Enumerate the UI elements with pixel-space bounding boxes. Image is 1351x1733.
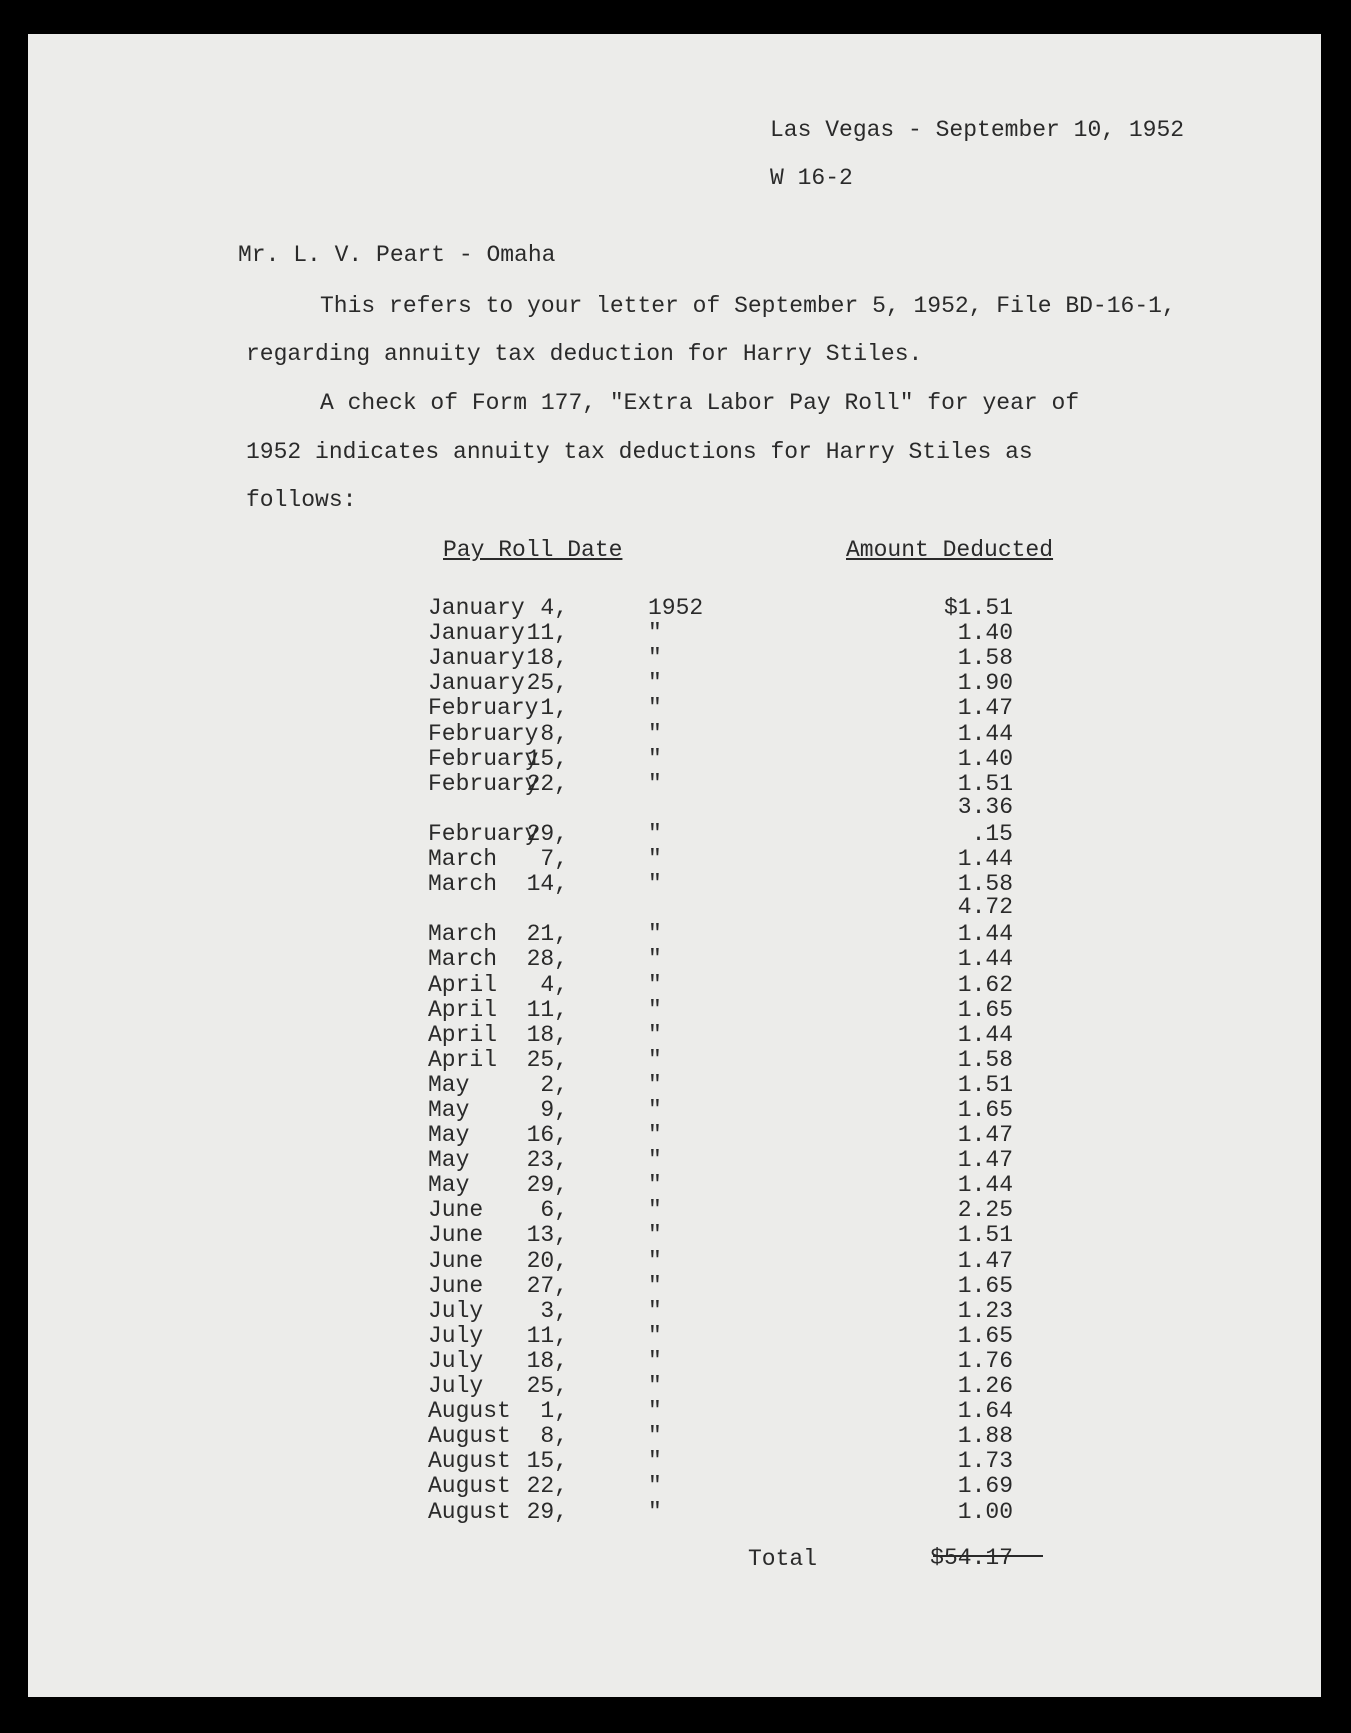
row-day: 18, (526, 645, 568, 671)
row-year: " (648, 997, 662, 1023)
row-month: August (428, 1499, 511, 1525)
row-amount: 1.47 (957, 695, 1013, 721)
row-amount: 1.65 (957, 1323, 1013, 1349)
row-amount: 1.00 (957, 1499, 1013, 1525)
row-year: " (648, 1373, 662, 1399)
row-amount: 1.44 (957, 1022, 1013, 1048)
row-day: 15, (526, 1448, 568, 1474)
paragraph-1-line-1: This refers to your letter of September 5, 1952, File BD-16-1, (320, 293, 1176, 319)
row-month: March (428, 921, 498, 947)
row-day: 4, (540, 595, 568, 621)
handwritten-subtotal: 4.72 (957, 894, 1013, 920)
row-amount: 1.44 (957, 946, 1013, 972)
row-year: " (648, 1298, 662, 1324)
row-amount: 1.69 (957, 1473, 1013, 1499)
row-year: " (648, 670, 662, 696)
row-month: May (428, 1122, 470, 1148)
row-day: 21, (526, 921, 568, 947)
row-month: April (428, 1047, 498, 1073)
row-amount: 1.90 (957, 670, 1013, 696)
file-reference: W 16-2 (770, 165, 853, 191)
row-amount: 1.51 (957, 771, 1013, 797)
row-year: 1952 (648, 595, 704, 621)
row-month: February (428, 746, 539, 772)
row-day: 25, (526, 1047, 568, 1073)
row-amount: 1.64 (957, 1398, 1013, 1424)
row-month: February (428, 771, 539, 797)
row-day: 18, (526, 1022, 568, 1048)
row-year: " (648, 1222, 662, 1248)
row-amount: 1.58 (957, 1047, 1013, 1073)
row-month: March (428, 946, 498, 972)
row-year: " (648, 1197, 662, 1223)
row-amount: 1.23 (957, 1298, 1013, 1324)
row-day: 25, (526, 1373, 568, 1399)
pay-roll-date-header: Pay Roll Date (443, 537, 623, 563)
row-day: 6, (540, 1197, 568, 1223)
row-month: August (428, 1423, 511, 1449)
row-month: June (428, 1197, 484, 1223)
row-year: " (648, 871, 662, 897)
row-amount: 1.40 (957, 746, 1013, 772)
row-year: " (648, 1473, 662, 1499)
row-amount: 1.88 (957, 1423, 1013, 1449)
row-month: August (428, 1473, 511, 1499)
row-amount: 1.44 (957, 1172, 1013, 1198)
row-day: 8, (540, 1423, 568, 1449)
row-amount: $1.51 (943, 595, 1013, 621)
row-year: " (648, 695, 662, 721)
row-year: " (648, 1423, 662, 1449)
row-amount: 1.51 (957, 1072, 1013, 1098)
amount-deducted-header: Amount Deducted (846, 537, 1054, 563)
row-day: 11, (526, 997, 568, 1023)
row-day: 14, (526, 871, 568, 897)
row-day: 27, (526, 1273, 568, 1299)
row-month: April (428, 1022, 498, 1048)
row-year: " (648, 1022, 662, 1048)
row-month: January (428, 620, 525, 646)
row-amount: 1.44 (957, 721, 1013, 747)
row-day: 29, (526, 1172, 568, 1198)
row-day: 13, (526, 1222, 568, 1248)
row-day: 4, (540, 972, 568, 998)
row-year: " (648, 1323, 662, 1349)
row-month: January (428, 645, 525, 671)
row-year: " (648, 771, 662, 797)
row-month: January (428, 670, 525, 696)
row-year: " (648, 1448, 662, 1474)
row-day: 3, (540, 1298, 568, 1324)
row-month: February (428, 695, 539, 721)
row-amount: 1.40 (957, 620, 1013, 646)
row-year: " (648, 1122, 662, 1148)
row-amount: 1.26 (957, 1373, 1013, 1399)
row-amount: 1.51 (957, 1222, 1013, 1248)
row-day: 8, (540, 721, 568, 747)
row-day: 11, (526, 1323, 568, 1349)
row-year: " (648, 1147, 662, 1173)
row-day: 18, (526, 1348, 568, 1374)
paragraph-1-line-2: regarding annuity tax deduction for Harry Stiles. (246, 341, 923, 367)
row-day: 15, (526, 746, 568, 772)
row-year: " (648, 821, 662, 847)
row-month: March (428, 846, 498, 872)
row-day: 25, (526, 670, 568, 696)
row-month: July (428, 1323, 484, 1349)
row-amount: 1.47 (957, 1248, 1013, 1274)
row-amount: 1.65 (957, 1097, 1013, 1123)
row-month: May (428, 1147, 470, 1173)
row-month: April (428, 997, 498, 1023)
row-month: June (428, 1222, 484, 1248)
row-amount: 1.58 (957, 871, 1013, 897)
row-year: " (648, 1047, 662, 1073)
row-year: " (648, 1348, 662, 1374)
total-label: Total (748, 1546, 818, 1572)
row-year: " (648, 1172, 662, 1198)
row-day: 29, (526, 821, 568, 847)
row-month: May (428, 1072, 470, 1098)
row-year: " (648, 1499, 662, 1525)
row-year: " (648, 946, 662, 972)
row-amount: 1.62 (957, 972, 1013, 998)
row-amount: 2.25 (957, 1197, 1013, 1223)
row-day: 1, (540, 1398, 568, 1424)
row-month: August (428, 1398, 511, 1424)
row-amount: 1.44 (957, 846, 1013, 872)
paragraph-2-line-3: follows: (246, 487, 357, 513)
row-day: 7, (540, 846, 568, 872)
row-month: June (428, 1273, 484, 1299)
paragraph-2-line-2: 1952 indicates annuity tax deductions for Harry Stiles as (246, 439, 1033, 465)
row-month: July (428, 1373, 484, 1399)
row-amount: .15 (971, 821, 1013, 847)
row-amount: 1.65 (957, 1273, 1013, 1299)
row-year: " (648, 1273, 662, 1299)
row-amount: 1.73 (957, 1448, 1013, 1474)
row-year: " (648, 1398, 662, 1424)
row-month: February (428, 821, 539, 847)
place-date-line: Las Vegas - September 10, 1952 (770, 117, 1185, 143)
row-year: " (648, 645, 662, 671)
row-month: March (428, 871, 498, 897)
row-year: " (648, 846, 662, 872)
paragraph-2-line-1: A check of Form 177, "Extra Labor Pay Roll" for year of (320, 390, 1080, 416)
letter-page (28, 34, 1321, 1697)
row-amount: 1.58 (957, 645, 1013, 671)
row-amount: 1.44 (957, 921, 1013, 947)
row-month: February (428, 721, 539, 747)
row-year: " (648, 972, 662, 998)
row-day: 2, (540, 1072, 568, 1098)
row-year: " (648, 721, 662, 747)
addressee-line: Mr. L. V. Peart - Omaha (238, 242, 556, 268)
row-month: April (428, 972, 498, 998)
row-year: " (648, 1097, 662, 1123)
row-year: " (648, 1248, 662, 1274)
row-month: August (428, 1448, 511, 1474)
row-year: " (648, 620, 662, 646)
row-month: May (428, 1172, 470, 1198)
row-month: July (428, 1348, 484, 1374)
row-month: May (428, 1097, 470, 1123)
row-day: 22, (526, 1473, 568, 1499)
row-day: 20, (526, 1248, 568, 1274)
row-day: 9, (540, 1097, 568, 1123)
row-day: 16, (526, 1122, 568, 1148)
row-year: " (648, 1072, 662, 1098)
row-day: 1, (540, 695, 568, 721)
row-amount: 1.47 (957, 1122, 1013, 1148)
row-day: 29, (526, 1499, 568, 1525)
row-year: " (648, 746, 662, 772)
row-day: 11, (526, 620, 568, 646)
handwritten-subtotal: 3.36 (957, 794, 1013, 820)
total-amount: $54.17 (930, 1545, 1013, 1571)
row-day: 23, (526, 1147, 568, 1173)
row-month: July (428, 1298, 484, 1324)
row-amount: 1.47 (957, 1147, 1013, 1173)
row-month: January (428, 595, 525, 621)
row-month: June (428, 1248, 484, 1274)
row-day: 28, (526, 946, 568, 972)
row-day: 22, (526, 771, 568, 797)
row-amount: 1.65 (957, 997, 1013, 1023)
row-amount: 1.76 (957, 1348, 1013, 1374)
row-year: " (648, 921, 662, 947)
